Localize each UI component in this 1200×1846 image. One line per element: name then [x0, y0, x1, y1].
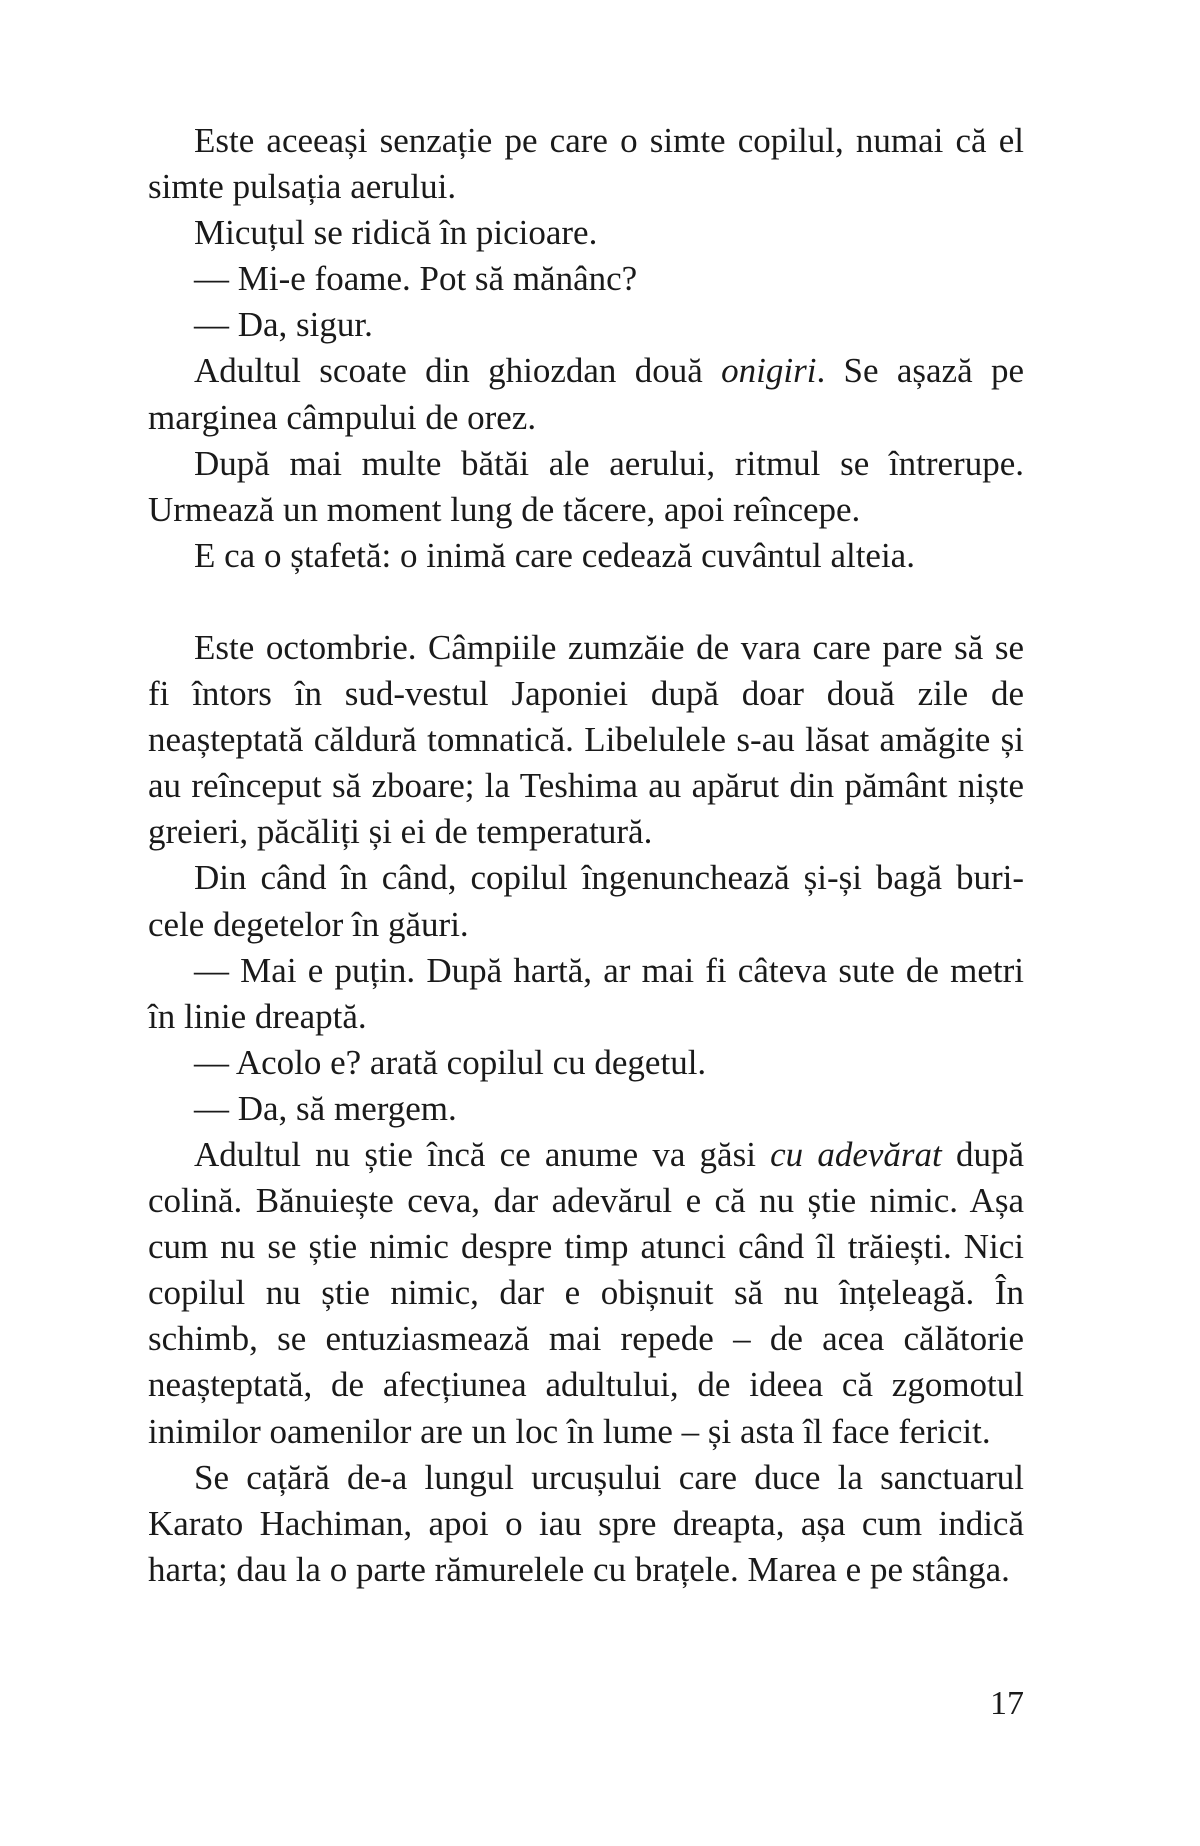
body-text	[148, 118, 1024, 1593]
text-span: E ca o ștafetă: o inimă care cedează cuvântul alteia.	[194, 535, 915, 575]
paragraph	[148, 1455, 1024, 1593]
text-span: Adultul nu știe încă ce anume va găsi	[194, 1134, 771, 1174]
paragraph	[148, 348, 1024, 440]
text-span: Este aceeași senzație pe care o simte copilul, numai că el simte pulsația aerului.	[148, 121, 1024, 207]
text-span: — Acolo e? arată copilul cu degetul.	[194, 1042, 707, 1082]
text-span: Este octombrie. Câmpiile zumzăie de vara care pare să se fi întors în sud-vestul Japoniei după doar două zile de neașteptată căldură tomnatică. Libelulele s-au lăsat amăgite și au reînceput să zboare; la Teshima au apărut din pământ niște greieri, păcăliți și ei de temperatură.	[148, 627, 1024, 852]
text-span: — Da, sigur.	[194, 305, 373, 345]
dialogue-line	[148, 256, 1024, 302]
text-span: — Da, să mergem.	[194, 1088, 457, 1128]
paragraph	[148, 533, 1024, 579]
text-span: după colină. Bănuiește ceva, dar adevărul e că nu știe nimic. Așa cum nu se știe nimic despre timp atunci când îl trăiești. Nici copilul nu știe nimic, dar e obișnuit să nu înțeleagă. În schimb, se entuziasmează mai repede – de acea călătorie neașteptată, de afecțiunea adultului, de ideea că zgomotul inimilor oamenilor are un loc în lume – și asta îl face fericit.	[148, 1134, 1024, 1451]
paragraph	[148, 1132, 1024, 1455]
page-number: 17	[990, 1685, 1024, 1722]
paragraph	[148, 855, 1024, 947]
text-span: . Se așază pe marginea câmpului de orez.	[148, 351, 1024, 437]
dialogue-line	[148, 948, 1024, 1040]
italic-phrase: cu adevărat	[770, 1134, 942, 1174]
text-span: Micuțul se ridică în picioare.	[194, 213, 598, 253]
paragraph-section-start	[148, 625, 1024, 855]
text-span: — Mai e puțin. După hartă, ar mai fi câteva sute de metri în linie dreaptă.	[148, 950, 1024, 1036]
text-span: — Mi-e foame. Pot să mănânc?	[194, 259, 638, 299]
italic-term: onigiri	[721, 351, 817, 391]
paragraph	[148, 118, 1024, 210]
text-span: Din când în când, copilul îngenunchează și-și bagă buricele degetelor în găuri.	[148, 858, 1024, 944]
text-span: După mai multe bătăi ale aerului, ritmul se întrerupe. Urmează un moment lung de tăcere, apoi reîncepe.	[148, 443, 1024, 529]
dialogue-line	[148, 1040, 1024, 1086]
dialogue-line	[148, 302, 1024, 348]
text-span: Se cațără de-a lungul urcușului care duce la sanctuarul Karato Hachiman, apoi o iau spre dreapta, așa cum indică harta; dau la o parte rămurelele cu brațele. Marea e pe stânga.	[148, 1457, 1024, 1589]
text-span: Adultul scoate din ghiozdan două	[194, 351, 722, 391]
paragraph	[148, 210, 1024, 256]
dialogue-line	[148, 1086, 1024, 1132]
paragraph	[148, 441, 1024, 533]
